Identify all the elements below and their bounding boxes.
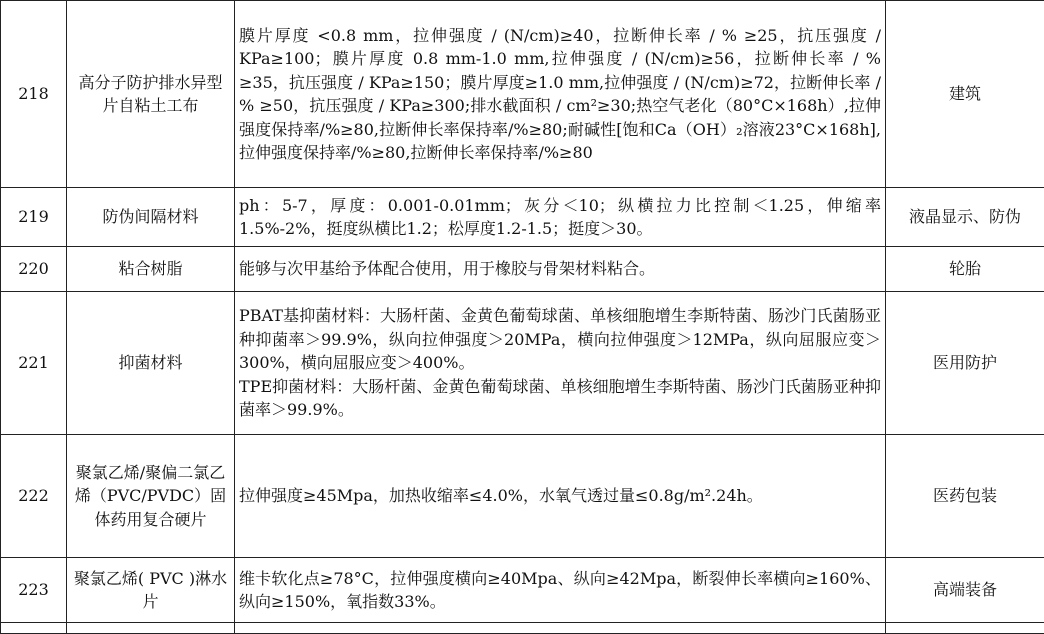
row-number: 219 <box>1 188 67 247</box>
product-name: 聚氯乙烯/聚偏二氯乙烯（PVC/PVDC）固体药用复合硬片 <box>67 435 235 558</box>
product-name: 防伪间隔材料 <box>67 188 235 247</box>
product-name: 聚氯乙烯( PVC )淋水片 <box>67 558 235 623</box>
table-row <box>1 558 1044 623</box>
product-name: 粘合树脂 <box>67 247 235 292</box>
table-row <box>1 435 1044 558</box>
product-name: 抑菌材料 <box>67 292 235 435</box>
product-spec: 能够与次甲基给予体配合使用，用于橡胶与骨架材料粘合。 <box>235 247 886 292</box>
row-number: 223 <box>1 558 67 623</box>
application-field: 轮胎 <box>886 247 1044 292</box>
table-row <box>1 292 1044 435</box>
row-number: 221 <box>1 292 67 435</box>
spec-paragraph-tpe: TPE抑菌材料：大肠杆菌、金黄色葡萄球菌、单核细胞增生李斯特菌、肠沙门氏菌肠亚种抑菌率＞99.9%。 <box>239 375 881 422</box>
application-field: 建筑 <box>886 1 1044 188</box>
table-row <box>1 247 1044 292</box>
product-spec: 拉伸强度≥45Mpa，加热收缩率≤4.0%，水氧气透过量≤0.8g/m².24h。 <box>235 435 886 558</box>
application-field: 液晶显示、防伪 <box>886 188 1044 247</box>
table-row <box>1 1 1044 188</box>
row-number: 220 <box>1 247 67 292</box>
application-field: 医药包装 <box>886 435 1044 558</box>
product-name: 高分子防护排水异型片自粘土工布 <box>67 1 235 188</box>
product-spec: 膜片厚度 <0.8 mm，拉伸强度 / (N/cm)≥40，拉断伸长率 / % ≥25，抗压强度 / KPa≥100；膜片厚度 0.8 mm-1.0 mm,拉伸强度 / (N/cm)≥56，拉断伸长率 / % ≥35，抗压强度 / KPa≥150；膜片厚度≥1.0 mm,拉伸强度 / (N/cm)≥72，拉断伸长率 / % ≥50，抗压强度 / KPa≥300;排水截面积 / cm²≥30;热空气老化（80°C×168h）,拉伸强度保持率/%≥80,拉断伸长率保持率/%≥80;耐碱性[饱和Ca（OH）₂溶液23°C×168h],拉伸强度保持率/%≥80,拉断伸长率保持率/%≥80 <box>235 1 886 188</box>
product-spec: 维卡软化点≥78°C，拉伸强度横向≥40Mpa、纵向≥42Mpa，断裂伸长率横向≥160%、纵向≥150%，氧指数33%。 <box>235 558 886 623</box>
application-field: 医用防护 <box>886 292 1044 435</box>
spec-paragraph-pbat: PBAT基抑菌材料：大肠杆菌、金黄色葡萄球菌、单核细胞增生李斯特菌、肠沙门氏菌肠亚种抑菌率＞99.9%，纵向拉伸强度＞20MPa，横向拉伸强度＞12MPa，纵向屈服应变＞300%，横向屈服应变＞400%。 <box>239 304 881 375</box>
row-number: 218 <box>1 1 67 188</box>
application-field: 高端装备 <box>886 558 1044 623</box>
product-spec <box>235 292 886 435</box>
product-spec: ph：5-7，厚度：0.001-0.01mm；灰分＜10；纵横拉力比控制＜1.25，伸缩率1.5%-2%，挺度纵横比1.2；松厚度1.2-1.5；挺度＞30。 <box>235 188 886 247</box>
table-row <box>1 188 1044 247</box>
row-number: 222 <box>1 435 67 558</box>
